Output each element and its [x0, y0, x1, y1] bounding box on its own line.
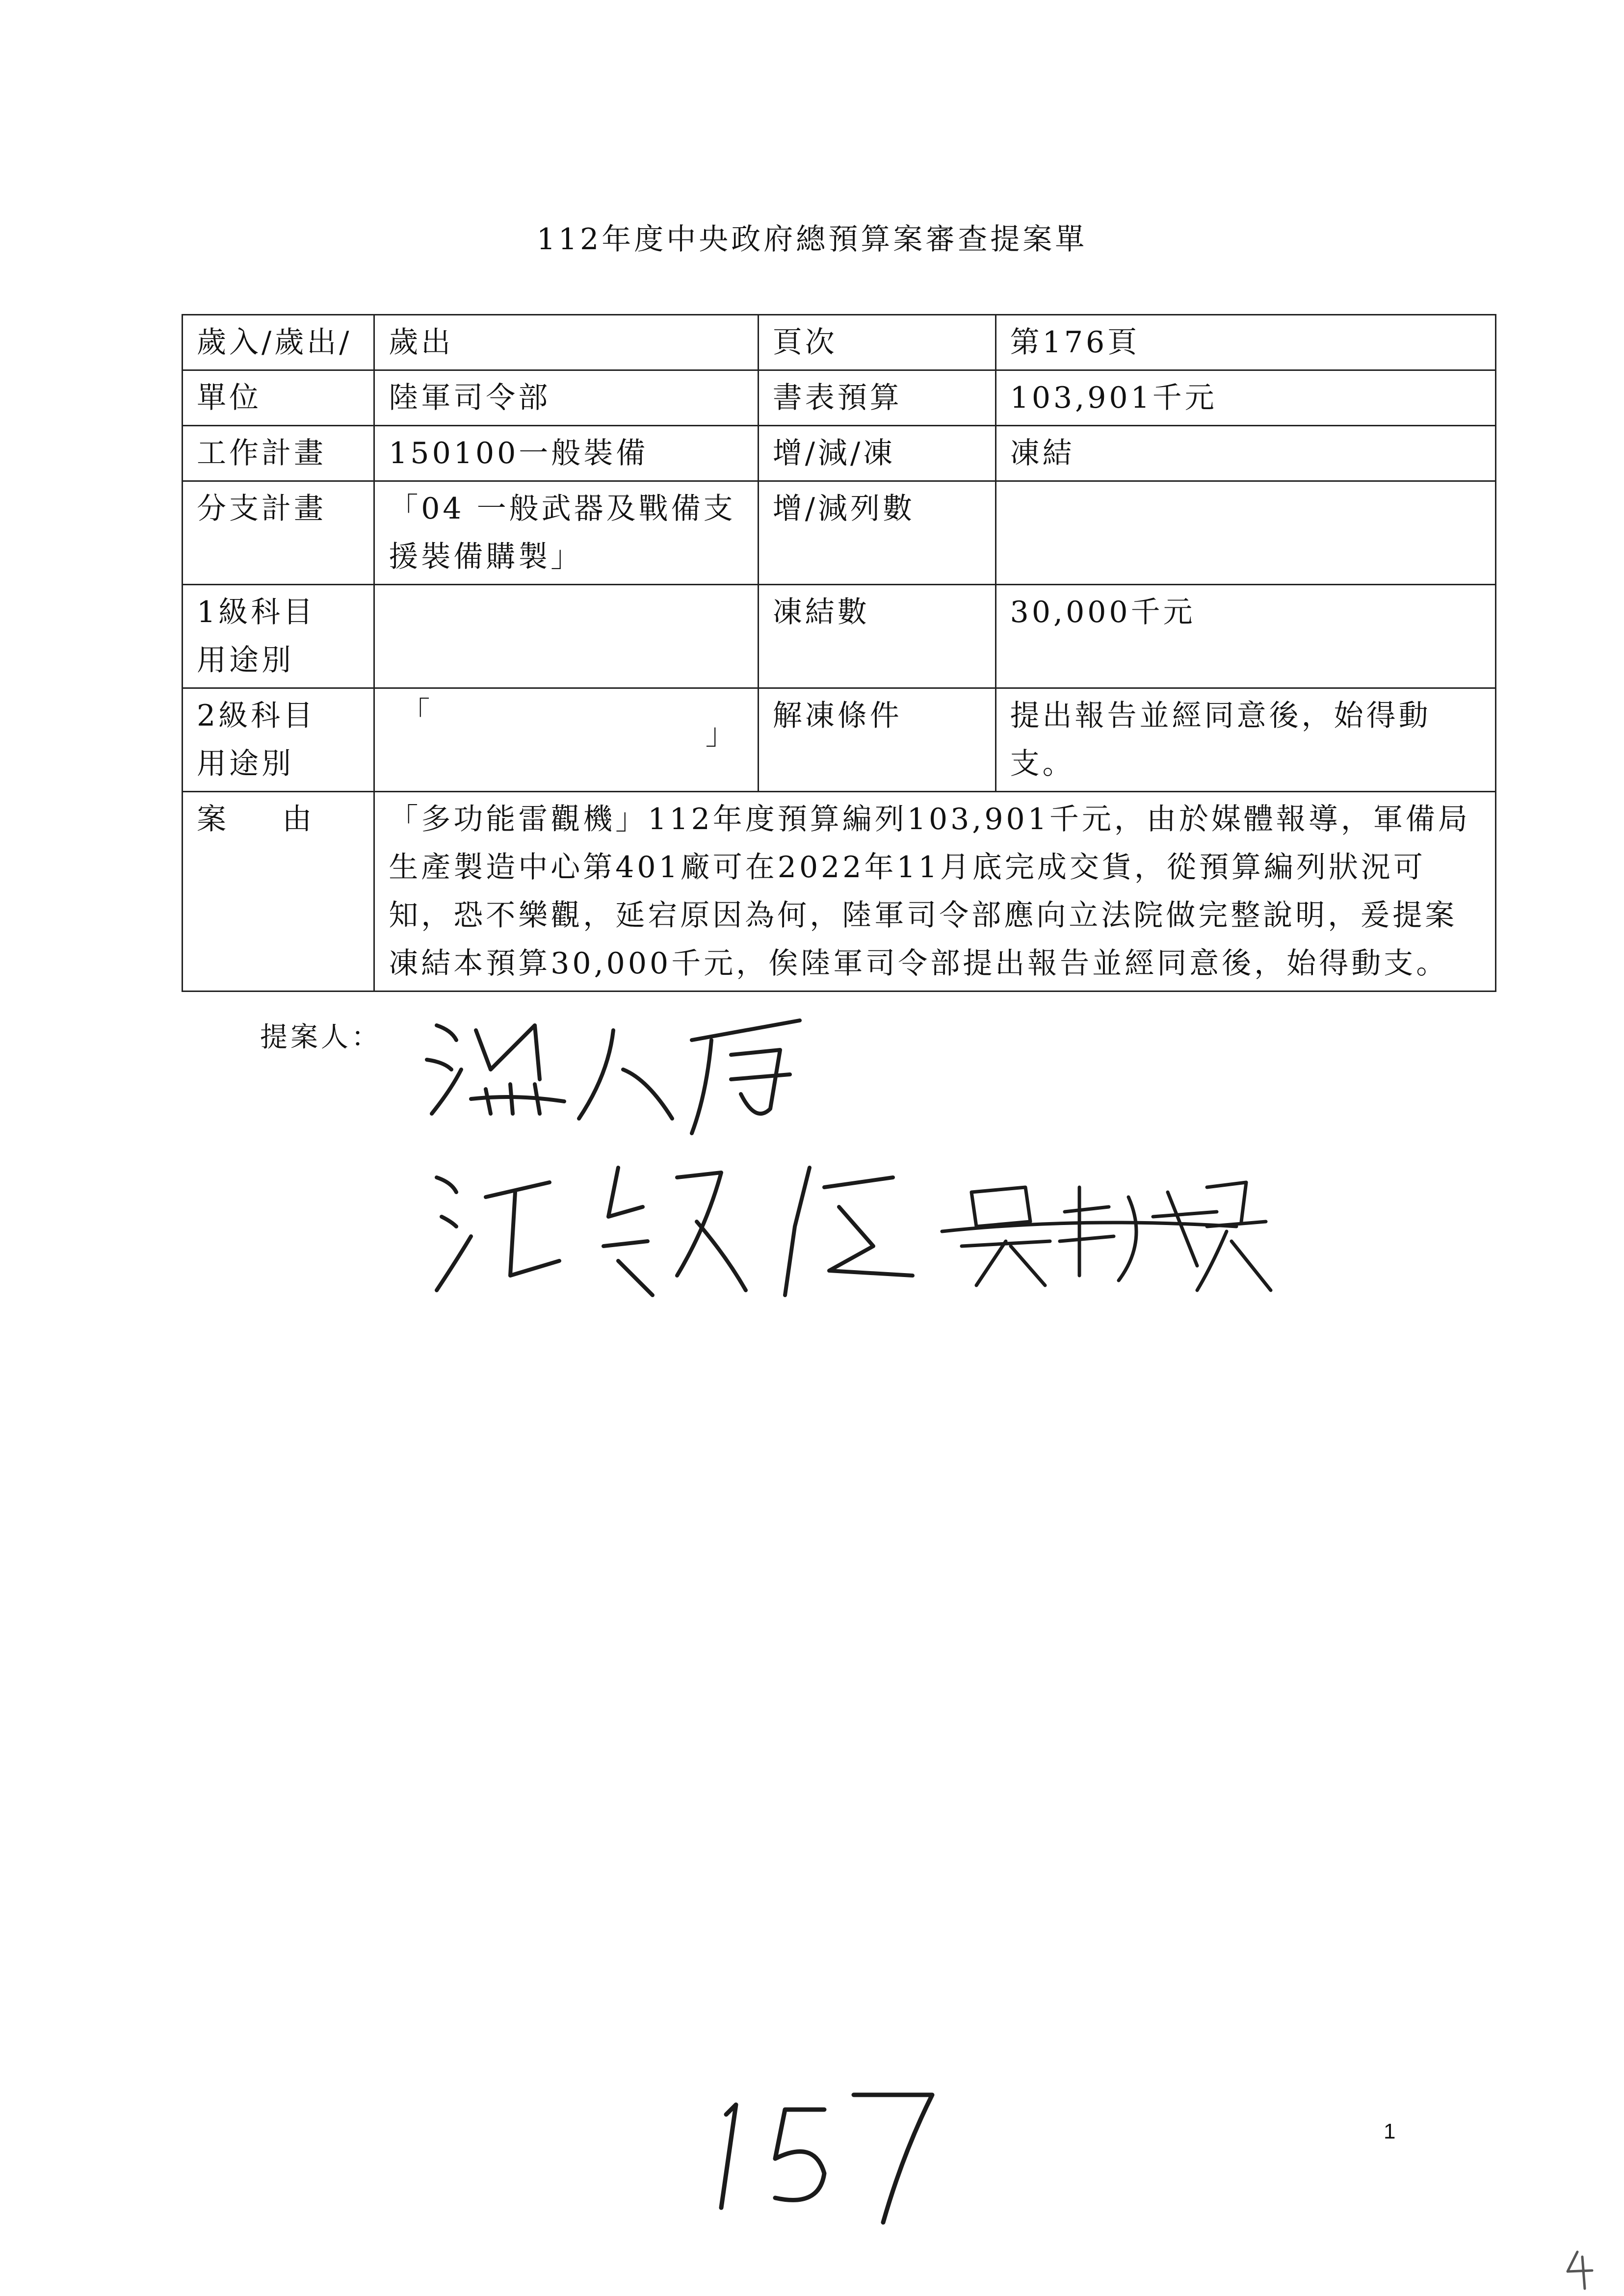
label-page: 頁次 — [758, 315, 995, 370]
signature-1 — [417, 996, 859, 1143]
signature-2 — [422, 1148, 937, 1310]
value-frozen-amount: 30,000千元 — [995, 585, 1495, 688]
label-level2-subject-line1: 2級科目 — [197, 699, 316, 733]
value-branch-plan: 「04 一般武器及戰備支援裝備購製」 — [374, 481, 759, 585]
table-row — [183, 585, 1496, 688]
document-title: 112年度中央政府總預算案審查提案單 — [536, 222, 1088, 257]
label-income-expense: 歲入/歲出/ — [183, 315, 374, 370]
corner-mark — [1563, 2247, 1602, 2291]
page-number: 1 — [1384, 2119, 1396, 2143]
value-unfreeze-condition: 提出報告並經同意後，始得動支。 — [995, 688, 1495, 792]
open-bracket: 「 — [400, 696, 433, 730]
label-reason: 案由 — [183, 792, 374, 991]
label-frozen-amount: 凍結數 — [758, 585, 995, 688]
label-level2-subject — [183, 688, 374, 792]
value-level1-subject — [374, 585, 759, 688]
table-row — [183, 792, 1496, 991]
label-level1-subject-line1: 1級科目 — [197, 595, 316, 629]
table-row — [183, 688, 1496, 792]
table-row — [183, 315, 1496, 370]
signature-3 — [932, 1168, 1285, 1295]
value-budget: 103,901千元 — [995, 370, 1495, 426]
value-reason: 「多功能雷觀機」112年度預算編列103,901千元，由於媒體報導，軍備局生產製造中心第401廠可在2022年11月底完成交貨，從預算編列狀況可知，恐不樂觀，延宕原因為何，陸軍司令部應向立法院做完整說明，爰提案凍結本預算30,000千元，俟陸軍司令部提出報告並經同意後，始得動支。 — [374, 792, 1496, 991]
label-level2-subject-line2: 用途別 — [197, 747, 294, 781]
label-unfreeze-condition: 解凍條件 — [758, 688, 995, 792]
value-level2-subject — [374, 688, 759, 792]
handwritten-page-number — [707, 2075, 962, 2232]
close-bracket: 」 — [705, 717, 738, 752]
value-adjust-type: 凍結 — [995, 426, 1495, 481]
value-income-expense: 歲出 — [374, 315, 759, 370]
label-adjust-amount: 增/減列數 — [758, 481, 995, 585]
value-adjust-amount — [995, 481, 1495, 585]
label-unit: 單位 — [183, 370, 374, 426]
table-row — [183, 370, 1496, 426]
value-unit: 陸軍司令部 — [374, 370, 759, 426]
proposer-label: 提案人： — [260, 1021, 382, 1053]
label-budget: 書表預算 — [758, 370, 995, 426]
label-level1-subject-line2: 用途別 — [197, 643, 294, 678]
value-work-plan: 150100一般裝備 — [374, 426, 759, 481]
label-branch-plan: 分支計畫 — [183, 481, 374, 585]
label-work-plan: 工作計畫 — [183, 426, 374, 481]
label-adjust-type: 增/減/凍 — [758, 426, 995, 481]
table-row — [183, 426, 1496, 481]
label-level1-subject — [183, 585, 374, 688]
value-page: 第176頁 — [995, 315, 1495, 370]
proposal-table — [182, 314, 1496, 992]
table-row — [183, 481, 1496, 585]
